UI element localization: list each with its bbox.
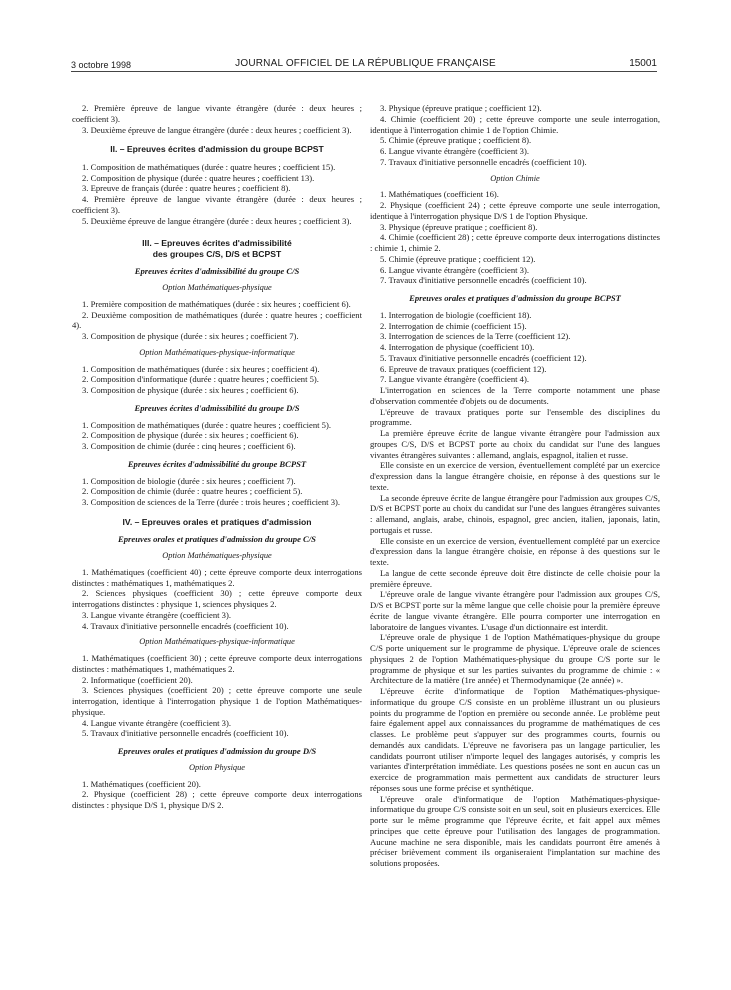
list-item: 2. Physique (coefficient 28) ; cette épreuve comporte deux interrogations distinctes : physique D/S 1, physique D/S 2.	[72, 789, 362, 810]
list-item: 7. Langue vivante étrangère (coefficient 4).	[380, 374, 529, 385]
left-column	[72, 103, 362, 811]
subsection-heading: Epreuves orales et pratiques d'admission du groupe BCPST	[409, 293, 621, 303]
list-item: 3. Deuxième épreuve de langue étrangère (durée : deux heures ; coefficient 3).	[82, 124, 352, 135]
option-heading: Option Mathématiques-physique-informatique	[139, 347, 295, 357]
list-item: 2. Composition de physique (durée : six heures ; coefficient 6).	[82, 430, 299, 441]
body-paragraph: La première épreuve écrite de langue vivante étrangère pour l'admission aux groupes C/S, D/S et BCPST porte au choix du candidat sur l'une des langues vivantes étrangères suivantes : allemand, anglais, espagnol, italien et russe.	[370, 428, 660, 460]
list-item: 1. Mathématiques (coefficient 30) ; cette épreuve comporte deux interrogations distinctes : mathématiques 1, mathématiques 2.	[72, 653, 362, 674]
option-heading: Option Mathématiques-physique	[162, 283, 272, 292]
list-item: 1. Composition de mathématiques (durée : quatre heures ; coefficient 15).	[82, 161, 336, 172]
list-item: 6. Langue vivante étrangère (coefficient 3).	[380, 264, 529, 275]
list-item: 3. Composition de sciences de la Terre (durée : trois heures ; coefficient 3).	[82, 497, 341, 507]
section-heading: des groupes C/S, D/S et BCPST	[152, 248, 282, 259]
list-item: 4. Chimie (coefficient 28) ; cette épreuve comporte deux interrogations distinctes : chimie 1, chimie 2.	[370, 232, 660, 253]
option-heading: Option Chimie	[490, 173, 540, 183]
list-item: 2. Composition de physique (durée : quatre heures ; coefficient 13).	[82, 172, 315, 183]
page-header	[0, 0, 731, 70]
list-item: 6. Langue vivante étrangère (coefficient 3).	[380, 146, 529, 156]
list-item: 3. Interrogation de sciences de la Terre (coefficient 12).	[380, 331, 571, 342]
subsection-heading: Epreuves écrites d'admissibilité du groupe C/S	[134, 266, 300, 277]
list-item: 1. Mathématiques (coefficient 16).	[380, 189, 499, 200]
list-item: 2. Informatique (coefficient 20).	[82, 674, 193, 685]
list-item: 7. Travaux d'initiative personnelle encadrés (coefficient 10).	[380, 156, 587, 167]
body-paragraph: L'épreuve orale d'informatique de l'option Mathématiques-physique-informatique du groupe C/S consiste soit en un seul, soit en plusieurs exercices. Elle porte sur le même programme que l'épreuve écrite, et fait appel aux mêmes principes que cette épreuve pour l'utilisation des langages de programmation. Aucune machine ne sera disponible, mais les candidats pourront être amenés à préciser brièvement comment ils organiseraient l'implantation sur machine des solutions proposées.	[370, 793, 660, 868]
list-item: 2. Composition de chimie (durée : quatre heures ; coefficient 5).	[82, 486, 303, 497]
list-item: 1. Composition de mathématiques (durée : quatre heures ; coefficient 5).	[82, 419, 331, 430]
body-paragraph: L'épreuve de travaux pratiques porte sur l'ensemble des disciplines du programme.	[370, 406, 660, 428]
list-item: 1. Composition de mathématiques (durée : six heures ; coefficient 4).	[82, 363, 320, 374]
option-heading: Option Physique	[188, 762, 246, 772]
page-number: 15001	[629, 58, 657, 69]
list-item: 1. Première composition de mathématiques (durée : six heures ; coefficient 6).	[82, 298, 351, 309]
list-item: 3. Epreuve de français (durée : quatre heures ; coefficient 8).	[82, 183, 291, 194]
body-paragraph: L'interrogation en sciences de la Terre comporte notamment une phase d'observation commentée d'objets ou de documents.	[370, 385, 660, 406]
list-item: 2. Composition d'informatique (durée : quatre heures ; coefficient 5).	[82, 374, 319, 385]
header-rule	[71, 71, 657, 72]
list-item: 3. Physique (épreuve pratique ; coefficient 12).	[380, 103, 542, 113]
option-heading: Option Mathématiques-physique	[162, 551, 272, 560]
section-heading: III. – Epreuves écrites d'admissibilité	[142, 238, 292, 249]
list-item: 3. Sciences physiques (coefficient 20) ; cette épreuve comporte une seule interrogation, identique à l'interrogation physique 1 de l'option Mathématiques-physique.	[72, 685, 362, 717]
issue-date: 3 octobre 1998	[71, 60, 132, 70]
body-paragraph: La langue de cette seconde épreuve doit être distincte de celle choisie pour la première épreuve.	[370, 567, 660, 589]
list-item: 1. Mathématiques (coefficient 40) ; cette épreuve comporte deux interrogations distinctes : mathématiques 1, mathématiques 2.	[72, 566, 362, 588]
option-heading: Option Mathématiques-physique-informatique	[139, 637, 295, 647]
list-item: 1. Interrogation de biologie (coefficient 18).	[380, 309, 532, 320]
list-item: 2. Deuxième composition de mathématiques (durée : quatre heures ; coefficient 4).	[72, 309, 362, 331]
body-paragraph: L'épreuve écrite d'informatique de l'option Mathématiques-physique-informatique du groupe C/S consiste en un problème illustrant un ou plusieurs points du programme de l'option en première ou seconde année. Le problème peut faire également appel aux connaissances du programme de mathématiques de ces classes. Le problème peut s'appuyer sur des programmes courts, fournis ou demandés aux candidats. L'épreuve ne favorisera pas un langage particulier, les candidats pourront utiliser n'importe lequel des langages autorisés, y compris les variantes d'interprétation immédiate. Les questions posées ne sont en aucun cas un exercice de programmation mais permettent aux candidats de structurer leurs réponses sous une forme précise et synthétique.	[370, 686, 660, 793]
list-item: 4. Interrogation de physique (coefficient 10).	[380, 342, 535, 352]
list-item: 4. Chimie (coefficient 20) ; cette épreuve comporte une seule interrogation, identique à l'interrogation chimie 1 de l'option Chimie.	[370, 113, 660, 135]
journal-title: JOURNAL OFFICIEL DE LA RÉPUBLIQUE FRANÇAISE	[235, 58, 496, 69]
list-item: 6. Epreuve de travaux pratiques (coefficient 12).	[380, 363, 547, 374]
subsection-heading: Epreuves orales et pratiques d'admission du groupe C/S	[118, 534, 316, 545]
list-item: 4. Première épreuve de langue vivante étrangère (durée : deux heures ; coefficient 3).	[72, 194, 362, 215]
list-item: 5. Chimie (épreuve pratique ; coefficient 8).	[380, 135, 532, 146]
subsection-heading: Epreuves écrites d'admissibilité du groupe BCPST	[127, 458, 307, 469]
list-item: 3. Composition de chimie (durée : cinq heures ; coefficient 6).	[82, 441, 296, 451]
list-item: 2. Interrogation de chimie (coefficient 15).	[380, 320, 527, 331]
list-item: 5. Deuxième épreuve de langue étrangère (durée : deux heures ; coefficient 3).	[82, 215, 352, 226]
list-item: 2. Physique (coefficient 24) ; cette épreuve comporte une seule interrogation, identique à l'interrogation physique D/S 1 de l'option Physique.	[370, 200, 660, 221]
list-item: 7. Travaux d'initiative personnelle encadrés (coefficient 10).	[380, 275, 587, 286]
body-paragraph: L'épreuve orale de physique 1 de l'option Mathématiques-physique du groupe C/S porte uniquement sur le programme de physique. L'épreuve orale de sciences physiques 2 de l'option Mathématiques-physique du groupe C/S porte sur le programme de physique et sur les parties suivantes du programme de chimie : « Architecture de la matière (1re année) et Thermodynamique (2e année) ».	[370, 632, 660, 686]
body-paragraph: L'épreuve orale de langue vivante étrangère pour l'admission aux groupes C/S, D/S et BCPST porte sur la même langue que celle choisie pour la première épreuve écrite de langue vivante étrangère. Elle pourra comporter une interrogation en laboratoire de langues vivantes. L'usage d'un dictionnaire est interdit.	[370, 589, 660, 632]
list-item: 3. Langue vivante étrangère (coefficient 3).	[82, 609, 231, 620]
subsection-heading: Epreuves orales et pratiques d'admission du groupe D/S	[117, 746, 317, 756]
section-heading: IV. – Epreuves orales et pratiques d'admission	[122, 516, 312, 527]
body-paragraph: Elle consiste en un exercice de version, éventuellement complété par un exercice d'expression dans la langue étrangère choisie, en réponse à des questions sur le texte.	[370, 535, 660, 567]
body-paragraph: La seconde épreuve écrite de langue étrangère pour l'admission aux groupes C/S, D/S et BCPST porte au choix du candidat sur l'une des langues étrangères suivantes : allemand, anglais, arabe, chinois, espagnol, grec ancien, italien, japonais, latin, portugais et russe.	[370, 492, 660, 535]
list-item: 5. Travaux d'initiative personnelle encadrés (coefficient 12).	[380, 352, 587, 363]
list-item: 4. Travaux d'initiative personnelle encadrés (coefficient 10).	[82, 620, 289, 631]
list-item: 5. Chimie (épreuve pratique ; coefficient 12).	[380, 253, 536, 264]
list-item: 2. Première épreuve de langue vivante étrangère (durée : deux heures ; coefficient 3).	[72, 103, 362, 124]
list-item: 5. Travaux d'initiative personnelle encadrés (coefficient 10).	[82, 728, 289, 739]
list-item: 4. Langue vivante étrangère (coefficient 3).	[82, 717, 231, 728]
subsection-heading: Epreuves écrites d'admissibilité du groupe D/S	[134, 402, 300, 413]
list-item: 1. Composition de biologie (durée : six heures ; coefficient 7).	[82, 475, 296, 486]
section-heading: II. – Epreuves écrites d'admission du groupe BCPST	[110, 144, 324, 155]
right-column	[370, 103, 660, 869]
list-item: 3. Physique (épreuve pratique ; coefficient 8).	[380, 221, 538, 232]
list-item: 3. Composition de physique (durée : six heures ; coefficient 6).	[82, 385, 299, 395]
list-item: 2. Sciences physiques (coefficient 30) ; cette épreuve comporte deux interrogations distinctes : physique 1, sciences physiques 2.	[72, 588, 362, 609]
body-paragraph: Elle consiste en un exercice de version, éventuellement complété par un exercice d'expression dans la langue étrangère choisie, en réponse à des questions sur le texte.	[370, 460, 660, 492]
list-item: 1. Mathématiques (coefficient 20).	[82, 778, 201, 789]
list-item: 3. Composition de physique (durée : six heures ; coefficient 7).	[82, 331, 299, 341]
